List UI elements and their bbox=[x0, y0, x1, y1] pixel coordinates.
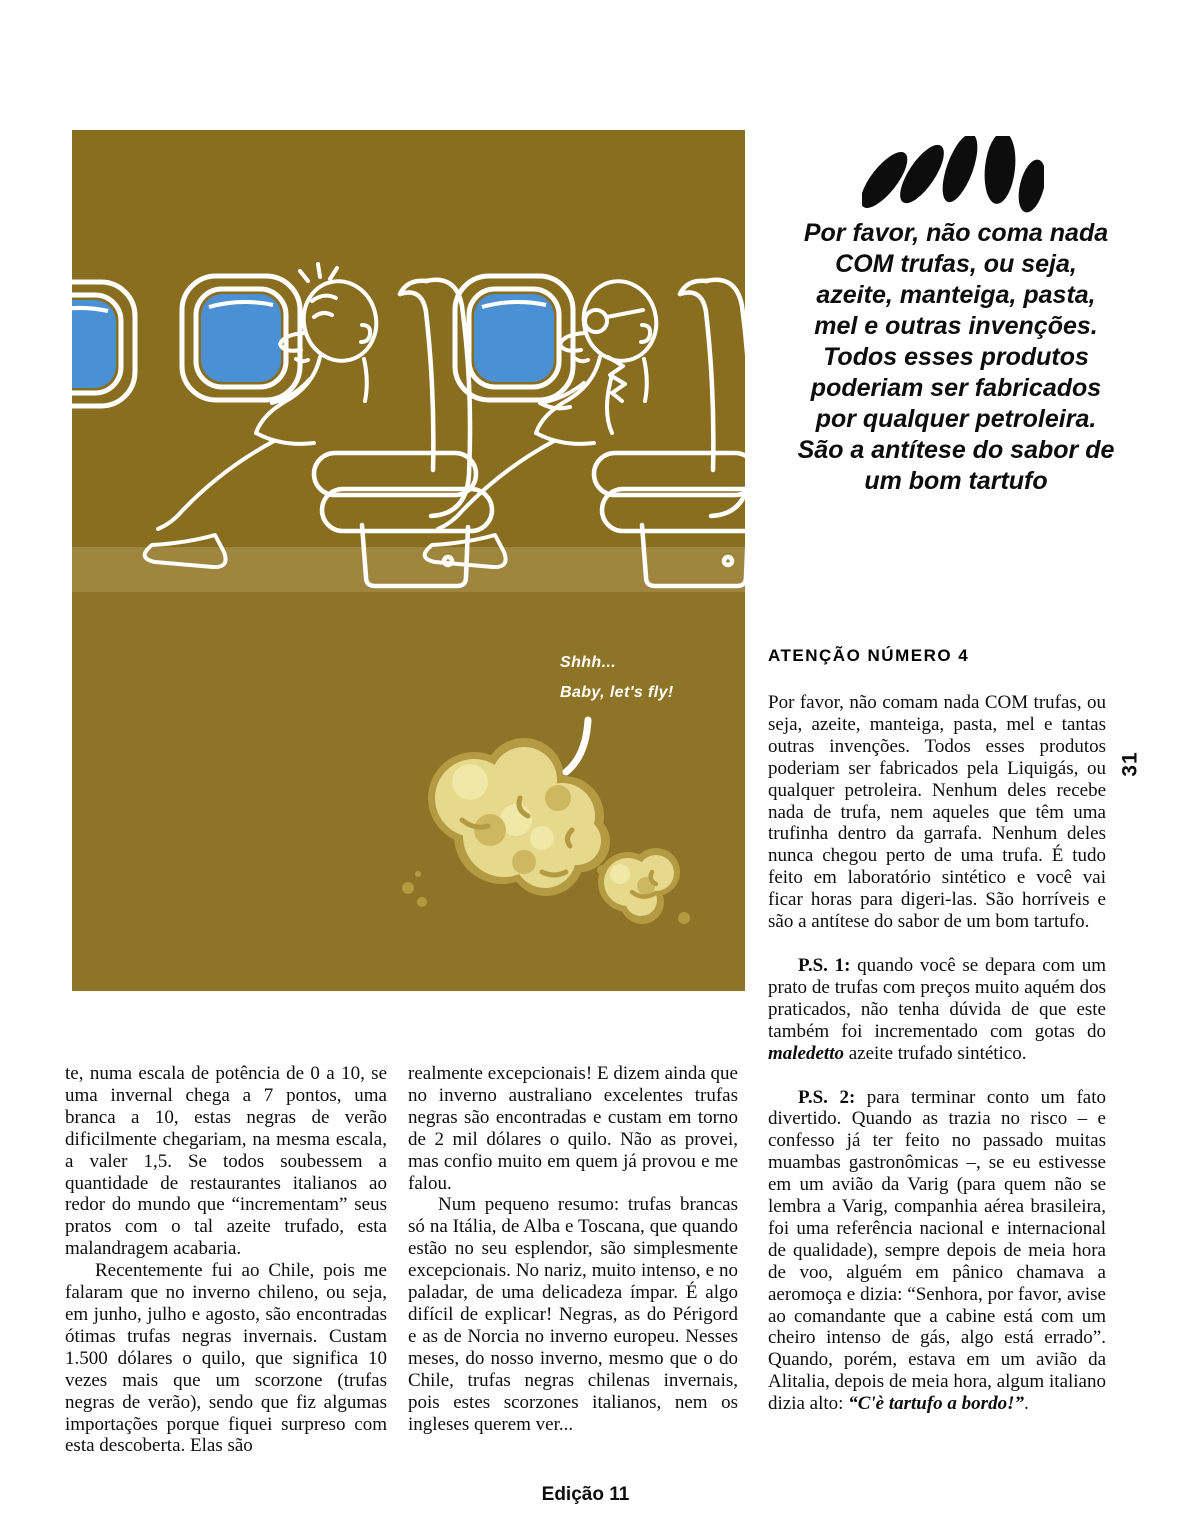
ps2-label: P.S. 2: bbox=[798, 1086, 856, 1108]
speech-line-2: Baby, let's fly! bbox=[560, 684, 674, 701]
edition-footer: Edição 11 bbox=[541, 1484, 630, 1505]
ps2-text-after: . bbox=[1023, 1393, 1029, 1415]
article-column-right bbox=[768, 646, 1106, 1415]
article-column-middle bbox=[408, 1063, 738, 1435]
ps1-text-before: quando você se depara com um prato de trufas com preços muito aquém dos praticados, não tenha dúvida de que este também foi incrementado com gotas do bbox=[768, 954, 1106, 1042]
ps1-text-after: azeite trufado sintético. bbox=[843, 1042, 1027, 1064]
airplane-cabin-illustration bbox=[72, 130, 745, 991]
ps1-label: P.S. 1: bbox=[798, 954, 851, 976]
section-heading: ATENÇÃO NÚMERO 4 bbox=[768, 646, 970, 665]
ps2-text-before: para terminar conto um fato divertido. Quando as trazia no risco – e confesso já ter feito no passado muitas muambas gastronômicas –, se eu estivesse em um avião da Varig (para quem não se lembra a Varig, companhia aérea brasileira, foi uma referência nacional e internacional de qualidade), sempre depois de meia hora de voo, alguém em pânico chamava a aeromoça e dizia: “Senhora, por favor, avise ao comandante que a cabine está com um cheiro intenso de gás, algo está errado”. Quando, porém, estava em um avião da Alitalia, depois de meia hora, algum italiano dizia alto: bbox=[768, 1086, 1106, 1415]
truffle-slices-icon bbox=[862, 136, 1044, 214]
attention-paragraph: Por favor, não comam nada COM trufas, ou seja, azeite, manteiga, pasta, mel e tantas outras invenções. Todos esses produtos poderiam ser fabricados pela Liquigás, ou qualquer petroleira. Nenhum deles recebe nada de trufa, nem aqueles que têm uma trufinha dentro da garrafa. Nenhum deles nunca chegou perto de uma trufa. É tudo feito em laboratório sintético e você vai ficar horas para digeri-las. São horríveis e são a antítese do sabor de um bom tartufo. bbox=[768, 692, 1106, 933]
page-number: 31 bbox=[1118, 751, 1142, 777]
speech-text bbox=[560, 648, 750, 708]
paragraph: realmente excepcionais! E dizem ainda que no inverno australiano excelentes trufas negras são encontradas e custam em torno de 2 mil dólares o quilo. Não as provei, mas confio muito em quem já provou e me falou. bbox=[408, 1063, 738, 1194]
ps2-emphasis: “C'è tartufo a bordo!” bbox=[848, 1393, 1024, 1415]
speech-line-1: Shhh... bbox=[560, 654, 617, 671]
ps2-paragraph bbox=[768, 1087, 1106, 1416]
paragraph: te, numa escala de potência de 0 a 10, se uma invernal chega a 7 pontos, uma branca a 10, estas negras de verão dificilmente chegariam, na mesma escala, a valer 1,5. Se todos soubessem a quantidade de restaurantes italianos ao redor do mundo que “incrementam” seus pratos com o tal azeite trufado, esta malandragem acabaria. bbox=[65, 1063, 387, 1260]
ps1-paragraph bbox=[768, 955, 1106, 1065]
paragraph: Recentemente fui ao Chile, pois me falaram que no inverno chileno, ou seja, em junho, julho e agosto, são encontradas ótimas trufas negras invernais. Custam 1.500 dólares o quilo, que significa 10 vezes mais que um scorzone (trufas negras de verão), sendo que fiz algumas importações porque fiquei surpreso com esta descoberta. Elas são bbox=[65, 1260, 387, 1457]
cabin-wall bbox=[72, 130, 745, 547]
paragraph: Num pequeno resumo: trufas brancas só na Itália, de Alba e Toscana, que quando estão no seu esplendor, são simplesmente excepcionais. No nariz, muito intenso, e no paladar, de uma delicadeza ímpar. É algo difícil de explicar! Negras, as do Périgord e as de Norcia no inverno europeu. Nesses meses, do nosso inverno, mesmo que o do Chile, trufas negras chilenas invernais, pois estes scorzones italianos, nem os ingleses querem ver... bbox=[408, 1194, 738, 1435]
pull-quote: Por favor, não coma nada COM trufas, ou seja, azeite, manteiga, pasta, mel e outras invenções. Todos esses produtos poderiam ser fabricados por qualquer petroleira. São a antítese do sabor de um bom tartufo bbox=[797, 219, 1115, 495]
ps1-emphasis: maledetto bbox=[768, 1042, 844, 1064]
article-column-left bbox=[65, 1063, 387, 1457]
